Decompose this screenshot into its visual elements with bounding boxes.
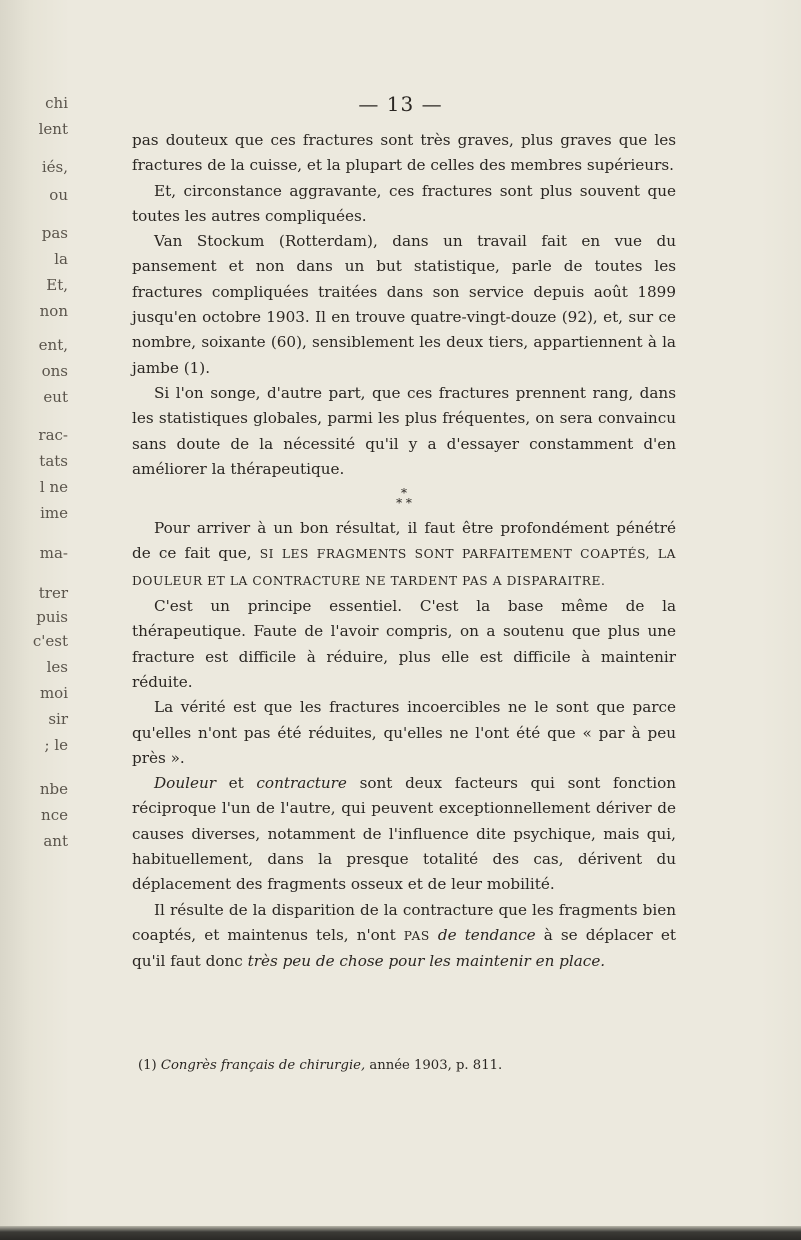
footnote (138, 1058, 678, 1073)
paragraph (132, 516, 676, 594)
italic-phrase: très peu de chose pour les maintenir en place. (247, 952, 606, 971)
italic-phrase: de tendance (437, 925, 536, 944)
paragraph: pas douteux que ces fractures sont très graves, plus graves que les fractures de la cuisse, et la plupart de celles des membres supérieurs. (132, 131, 676, 175)
page-number: — 13 — (358, 92, 443, 116)
margin-fragment: ons (41, 362, 68, 380)
margin-fragment: non (39, 302, 68, 320)
paragraph-text: et (216, 774, 257, 793)
paragraph: Et, circonstance aggravante, ces fractures sont plus souvent que toutes les autres compliquées. (132, 181, 676, 225)
margin-fragment: chi (45, 94, 68, 112)
paragraph-text: sont deux facteurs qui sont fonction réciproque l'un de l'autre, qui peuvent exceptionnellement dériver de causes diverses, notamment de l'influence dite psychique, mais qui, habituellement, dans la presque totalité des cas, dérivent du déplacement des fragments osseux et de leur mobilité. (132, 774, 676, 894)
section-separator (132, 486, 676, 511)
margin-fragment: lent (38, 120, 68, 138)
paragraph-text (430, 926, 438, 944)
margin-fragment: la (54, 250, 68, 268)
separator-star: * (401, 486, 407, 501)
paragraph: C'est un principe essentiel. C'est la base même de la thérapeutique. Faute de l'avoir compris, on a soutenu que plus une fracture est difficile à réduire, plus elle est difficile à maintenir réduite. (132, 597, 676, 691)
margin-fragment: trer (38, 584, 68, 602)
footnote-number: (1) (138, 1058, 157, 1073)
scan-bottom-edge (0, 1226, 801, 1240)
margin-fragment: ant (43, 832, 68, 850)
margin-fragment: l ne (39, 478, 68, 496)
margin-fragment: Et, (46, 276, 68, 294)
margin-fragment: pas (41, 224, 68, 242)
margin-fragment: ime (40, 504, 68, 522)
margin-fragment: nce (41, 806, 68, 824)
paragraph-text: à se déplacer et qu'il faut donc (132, 925, 677, 971)
margin-fragment: les (46, 658, 68, 676)
margin-fragment: rac- (38, 426, 68, 444)
footnote-text: année 1903, p. 811. (365, 1058, 503, 1073)
paragraph: Si l'on songe, d'autre part, que ces fractures prennent rang, dans les statistiques globales, parmi les plus fréquentes, on sera convaincu sans doute de la nécessité qu'il y a d'essayer constamment d'en améliorer la thérapeutique. (132, 383, 676, 478)
footnote-title: Congrès français de chirurgie, (160, 1058, 366, 1073)
paragraph: Van Stockum (Rotterdam), dans un travail fait en vue du pansement et non dans un but statistique, parle de toutes les fractures compliquées traitées dans son service depuis août 1899 jusqu'en octobre 1903. Il en trouve quatre-vingt-douze (92), et, sur ce nombre, soixante (60), sensiblement les deux tiers, appartiennent à la jambe (1). (132, 232, 676, 377)
paragraph (132, 771, 676, 897)
small-caps-word: PAS (403, 928, 430, 943)
margin-fragment: iés, (41, 158, 68, 176)
margin-fragment: eut (43, 388, 68, 406)
adjacent-page-margin (0, 80, 72, 850)
italic-term: contracture (256, 774, 347, 793)
margin-fragment: ent, (38, 336, 68, 354)
paragraph: La vérité est que les fractures incoercibles ne le sont que parce qu'elles n'ont pas été réduites, qu'elles ne l'ont été que « par à peu près ». (132, 698, 676, 767)
margin-fragment: moi (39, 684, 68, 702)
margin-fragment: sir (48, 710, 68, 728)
margin-fragment: puis (36, 608, 68, 626)
margin-fragment: tats (39, 452, 68, 470)
margin-fragment: nbe (39, 780, 68, 798)
margin-fragment: ma- (39, 544, 68, 562)
margin-fragment: ; le (44, 736, 68, 754)
small-caps-principle: SI LES FRAGMENTS SONT PARFAITEMENT COAPTÉS, LA DOULEUR ET LA CONTRACTURE NE TARDENT PAS A DISPARAITRE. (132, 547, 676, 588)
margin-fragment: ou (49, 186, 68, 204)
margin-fragment: c'est (32, 632, 68, 650)
italic-term: Douleur (154, 774, 216, 793)
separator-stars: * * (396, 496, 412, 511)
paragraph (132, 898, 676, 975)
paragraph-text: Pour arriver à un bon résultat, il faut être profondément pénétré de ce fait que, (132, 519, 676, 563)
body-text (132, 128, 676, 975)
paragraph-text: Il résulte de la disparition de la contracture que les fragments bien coaptés, et maintenus tels, n'ont (132, 900, 676, 944)
